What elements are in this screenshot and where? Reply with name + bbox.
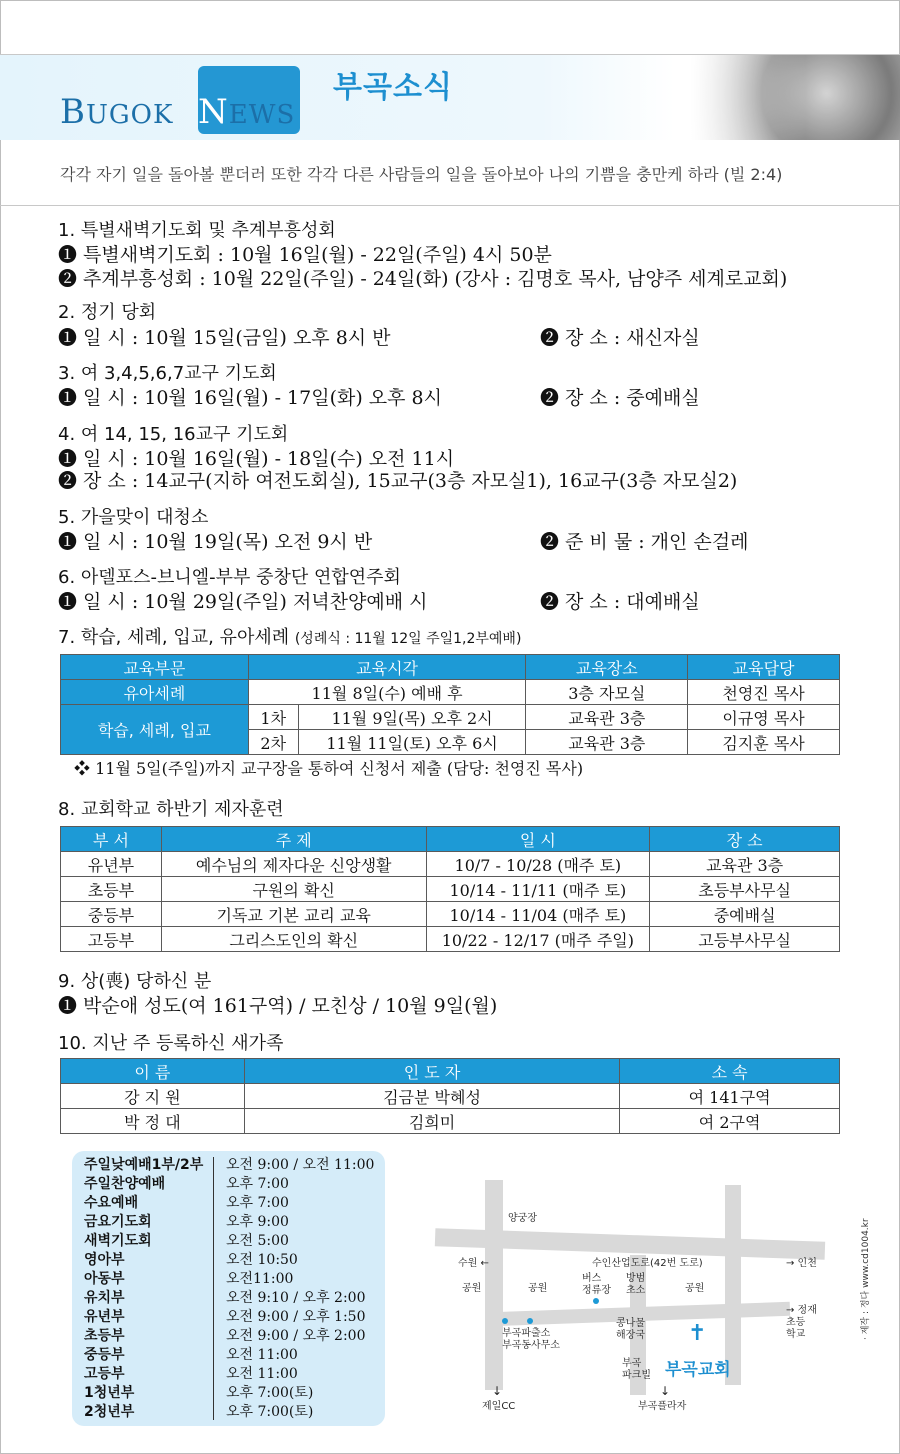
- table-row: [61, 705, 840, 730]
- s10-title: 10. 지난 주 등록하신 새가족: [58, 1033, 284, 1054]
- schedule-time: 오전 9:10 / 오후 2:00: [226, 1290, 366, 1306]
- schedule-name: 2청년부: [84, 1404, 135, 1420]
- s8-cell: 10/14 - 11/11 (매주 토): [426, 877, 650, 902]
- page-title: 부곡소식: [333, 70, 453, 105]
- s10-cell: 박 정 대: [61, 1109, 245, 1134]
- s10-cell: 김희미: [244, 1109, 619, 1134]
- map-suwon: 수원 ←: [458, 1258, 489, 1269]
- map-yanggongjang: 양궁장: [508, 1213, 537, 1224]
- s8-cell: 초등부: [61, 877, 162, 902]
- s7-r1-time: 11월 9일(목) 오후 2시: [298, 705, 526, 730]
- s1-title: 1. 특별새벽기도회 및 추계부흥성회: [58, 220, 336, 241]
- schedule-name: 1청년부: [84, 1385, 135, 1401]
- s7-group-label: 학습, 세례, 입교: [61, 705, 249, 755]
- s8-cell: 그리스도인의 확신: [161, 927, 426, 952]
- church-map: [430, 1175, 830, 1420]
- s8-cell: 10/14 - 11/04 (매주 토): [426, 902, 650, 927]
- schedule-time: 오후 7:00: [226, 1195, 289, 1211]
- s8-h4: 장 소: [650, 827, 840, 852]
- s10-h1: 이 름: [61, 1059, 245, 1084]
- s7-infant-lead: 천영진 목사: [688, 680, 840, 705]
- schedule-time: 오전 9:00 / 오전 11:00: [226, 1157, 375, 1173]
- s7-h1: 교육부문: [61, 655, 249, 680]
- s8-cell: 중등부: [61, 902, 162, 927]
- s8-cell: 고등부: [61, 927, 162, 952]
- schedule-divider: [213, 1157, 214, 1420]
- s10-cell: 강 지 원: [61, 1084, 245, 1109]
- s7-h3: 교육장소: [526, 655, 688, 680]
- s3-line1: ❶ 일 시 : 10월 16일(월) - 17일(화) 오후 8시: [58, 387, 442, 409]
- schedule-time: 오전 9:00 / 오후 2:00: [226, 1328, 366, 1344]
- map-arrow-down-right-icon: ↓: [660, 1384, 671, 1398]
- schedule-time: 오전 11:00: [226, 1347, 298, 1363]
- map-church: 부곡교회: [665, 1360, 731, 1380]
- s10-h2: 인 도 자: [244, 1059, 619, 1084]
- map-jeilcc: 제일CC: [482, 1401, 516, 1412]
- s7-title-row: [58, 626, 521, 651]
- s8-table: [60, 826, 840, 952]
- s2-line1: ❶ 일 시 : 10월 15일(금일) 오후 8시 반: [58, 327, 391, 349]
- s7-subtitle: (성례식 : 11월 12일 주일1,2부예배): [294, 631, 522, 647]
- map-crime-post: 방범 초소: [626, 1273, 646, 1296]
- map-bus-stop: 버스 정류장: [582, 1273, 611, 1296]
- schedule-name: 유년부: [84, 1309, 125, 1325]
- schedule-name: 유치부: [84, 1290, 125, 1306]
- map-parkbill: 부곡 파크빌: [622, 1358, 651, 1381]
- schedule-time: 오전 11:00: [226, 1366, 298, 1382]
- schedule-name: 주일낮예배1부/2부: [84, 1157, 204, 1173]
- schedule-time: 오후 9:00: [226, 1214, 289, 1230]
- s3-right1: ❷ 장 소 : 중예배실: [540, 387, 700, 409]
- s8-cell: 10/7 - 10/28 (매주 토): [426, 852, 650, 877]
- s5-line1: ❶ 일 시 : 10월 19일(목) 오전 9시 반: [58, 531, 373, 553]
- s8-h1: 부 서: [61, 827, 162, 852]
- table-row: [61, 1109, 840, 1134]
- s6-title: 6. 아델포스-브니엘-부부 중창단 연합연주회: [58, 567, 401, 588]
- s10-h3: 소 속: [620, 1059, 840, 1084]
- s5-title: 5. 가을맞이 대청소: [58, 507, 209, 528]
- map-park2: 공원: [528, 1283, 548, 1294]
- schedule-name: 영아부: [84, 1252, 125, 1268]
- bugok-cap: B: [60, 92, 86, 132]
- s7-r2-no: 2차: [248, 730, 298, 755]
- table-row: [61, 1084, 840, 1109]
- schedule-time: 오후 7:00: [226, 1176, 289, 1192]
- s7-infant-label: 유아세례: [61, 680, 249, 705]
- s10-table: [60, 1058, 840, 1134]
- s7-r2-lead: 김지훈 목사: [688, 730, 840, 755]
- schedule-time: 오후 7:00(토): [226, 1385, 314, 1401]
- s8-cell: 구원의 확신: [161, 877, 426, 902]
- s8-cell: 고등부사무실: [650, 927, 840, 952]
- map-jeongjae: → 정재 초등 학교: [786, 1305, 817, 1340]
- s8-cell: 예수님의 제자다운 신앙생활: [161, 852, 426, 877]
- schedule-name: 새벽기도회: [84, 1233, 152, 1249]
- s10-cell: 여 2구역: [620, 1109, 840, 1134]
- schedule-name: 고등부: [84, 1366, 125, 1382]
- s8-cell: 기독교 기본 교리 교육: [161, 902, 426, 927]
- s4-title: 4. 여 14, 15, 16교구 기도회: [58, 424, 289, 445]
- s8-cell: 10/22 - 12/17 (매주 주일): [426, 927, 650, 952]
- s7-table: [60, 654, 840, 755]
- schedule-time: 오후 7:00(토): [226, 1404, 314, 1420]
- news-logo: [198, 92, 295, 132]
- news-rest: EWS: [228, 100, 296, 130]
- s4-line1: ❶ 일 시 : 10월 16일(월) - 18일(수) 오전 11시: [58, 448, 455, 470]
- s4-line2: ❷ 장 소 : 14교구(지하 여전도회실), 15교구(3층 자모실1), 16교구(3층 자모실2): [58, 470, 738, 492]
- s10-cell: 김금분 박혜성: [244, 1084, 619, 1109]
- verse-divider: [0, 205, 900, 206]
- church-cross-icon: ✝: [688, 1321, 707, 1346]
- s7-h2: 교육시각: [248, 655, 526, 680]
- schedule-name: 아동부: [84, 1271, 125, 1287]
- bugok-rest: UGOK: [86, 100, 174, 130]
- map-credit: · 제작 : 정다 www.cd1004.kr: [861, 1218, 871, 1340]
- map-plaza: 부곡플라자: [638, 1401, 687, 1412]
- s8-title: 8. 교회학교 하반기 제자훈련: [58, 799, 284, 820]
- map-incheon: → 인천: [786, 1258, 817, 1269]
- s7-r1-lead: 이규영 목사: [688, 705, 840, 730]
- schedule-name: 중등부: [84, 1347, 125, 1363]
- table-row: [61, 902, 840, 927]
- s9-title: 9. 상(喪) 당하신 분: [58, 971, 212, 992]
- s7-note: ❖ 11월 5일(주일)까지 교구장을 통하여 신청서 제출 (담당: 천영진 목사): [74, 759, 584, 778]
- s7-r1-place: 교육관 3층: [526, 705, 688, 730]
- s7-infant-time: 11월 8일(수) 예배 후: [248, 680, 526, 705]
- map-restaurant: 콩나물 해장국: [616, 1318, 645, 1341]
- map-park3: 공원: [685, 1283, 705, 1294]
- s7-title: 7. 학습, 세례, 입교, 유아세례: [58, 627, 290, 648]
- schedule-time: 오전11:00: [226, 1271, 294, 1287]
- map-police-dot: [502, 1318, 508, 1324]
- s2-right1: ❷ 장 소 : 새신자실: [540, 327, 700, 349]
- news-cap: N: [198, 92, 229, 132]
- s5-right1: ❷ 준 비 물 : 개인 손걸레: [540, 531, 749, 553]
- bible-verse: 각각 자기 일을 돌아볼 뿐더러 또한 각각 다른 사람들의 일을 돌아보아 나의 기쁨을 충만케 하라 (빌 2:4): [60, 165, 783, 184]
- schedule-time: 오전 5:00: [226, 1233, 289, 1249]
- s8-h2: 주 제: [161, 827, 426, 852]
- s8-cell: 교육관 3층: [650, 852, 840, 877]
- s7-r2-time: 11월 11일(토) 오후 6시: [298, 730, 526, 755]
- map-arrow-down-left-icon: ↓: [492, 1384, 503, 1398]
- s8-h3: 일 시: [426, 827, 650, 852]
- schedule-name: 수요예배: [84, 1195, 139, 1211]
- bugok-logo: [60, 92, 173, 132]
- s8-cell: 유년부: [61, 852, 162, 877]
- map-road-left: [485, 1180, 503, 1390]
- schedule-time: 오전 10:50: [226, 1252, 298, 1268]
- s8-cell: 중예배실: [650, 902, 840, 927]
- s10-cell: 여 141구역: [620, 1084, 840, 1109]
- schedule-time: 오전 9:00 / 오후 1:50: [226, 1309, 366, 1325]
- s9-line1: ❶ 박순애 성도(여 161구역) / 모친상 / 10월 9일(월): [58, 995, 498, 1017]
- s7-infant-place: 3층 자모실: [526, 680, 688, 705]
- table-row: [61, 877, 840, 902]
- map-police: 부곡파출소 부곡동사무소: [502, 1328, 560, 1351]
- map-bus-dot: [593, 1298, 599, 1304]
- s6-right1: ❷ 장 소 : 대예배실: [540, 591, 700, 613]
- map-park1: 공원: [462, 1283, 482, 1294]
- table-header-row: [61, 827, 840, 852]
- s8-cell: 초등부사무실: [650, 877, 840, 902]
- s1-line1: ❶ 특별새벽기도회 : 10월 16일(월) - 22일(주일) 4시 50분: [58, 244, 552, 266]
- map-road-label: 수인산업도로(42번 도로): [592, 1258, 703, 1269]
- s6-line1: ❶ 일 시 : 10월 29일(주일) 저녁찬양예배 시: [58, 591, 428, 613]
- s7-r1-no: 1차: [248, 705, 298, 730]
- table-row: [61, 680, 840, 705]
- table-header-row: [61, 1059, 840, 1084]
- schedule-name: 주일찬양예배: [84, 1176, 166, 1192]
- schedule-name: 금요기도회: [84, 1214, 152, 1230]
- s7-h4: 교육담당: [688, 655, 840, 680]
- table-row: [61, 927, 840, 952]
- map-office-dot: [527, 1318, 533, 1324]
- header-photo: [690, 55, 900, 140]
- schedule-name: 초등부: [84, 1328, 125, 1344]
- table-row: [61, 852, 840, 877]
- s7-r2-place: 교육관 3층: [526, 730, 688, 755]
- s3-title: 3. 여 3,4,5,6,7교구 기도회: [58, 363, 277, 384]
- s2-title: 2. 정기 당회: [58, 302, 157, 323]
- table-header-row: [61, 655, 840, 680]
- s1-line2: ❷ 추계부흥성회 : 10월 22일(주일) - 24일(화) (강사 : 김명호 목사, 남양주 세계로교회): [58, 268, 788, 290]
